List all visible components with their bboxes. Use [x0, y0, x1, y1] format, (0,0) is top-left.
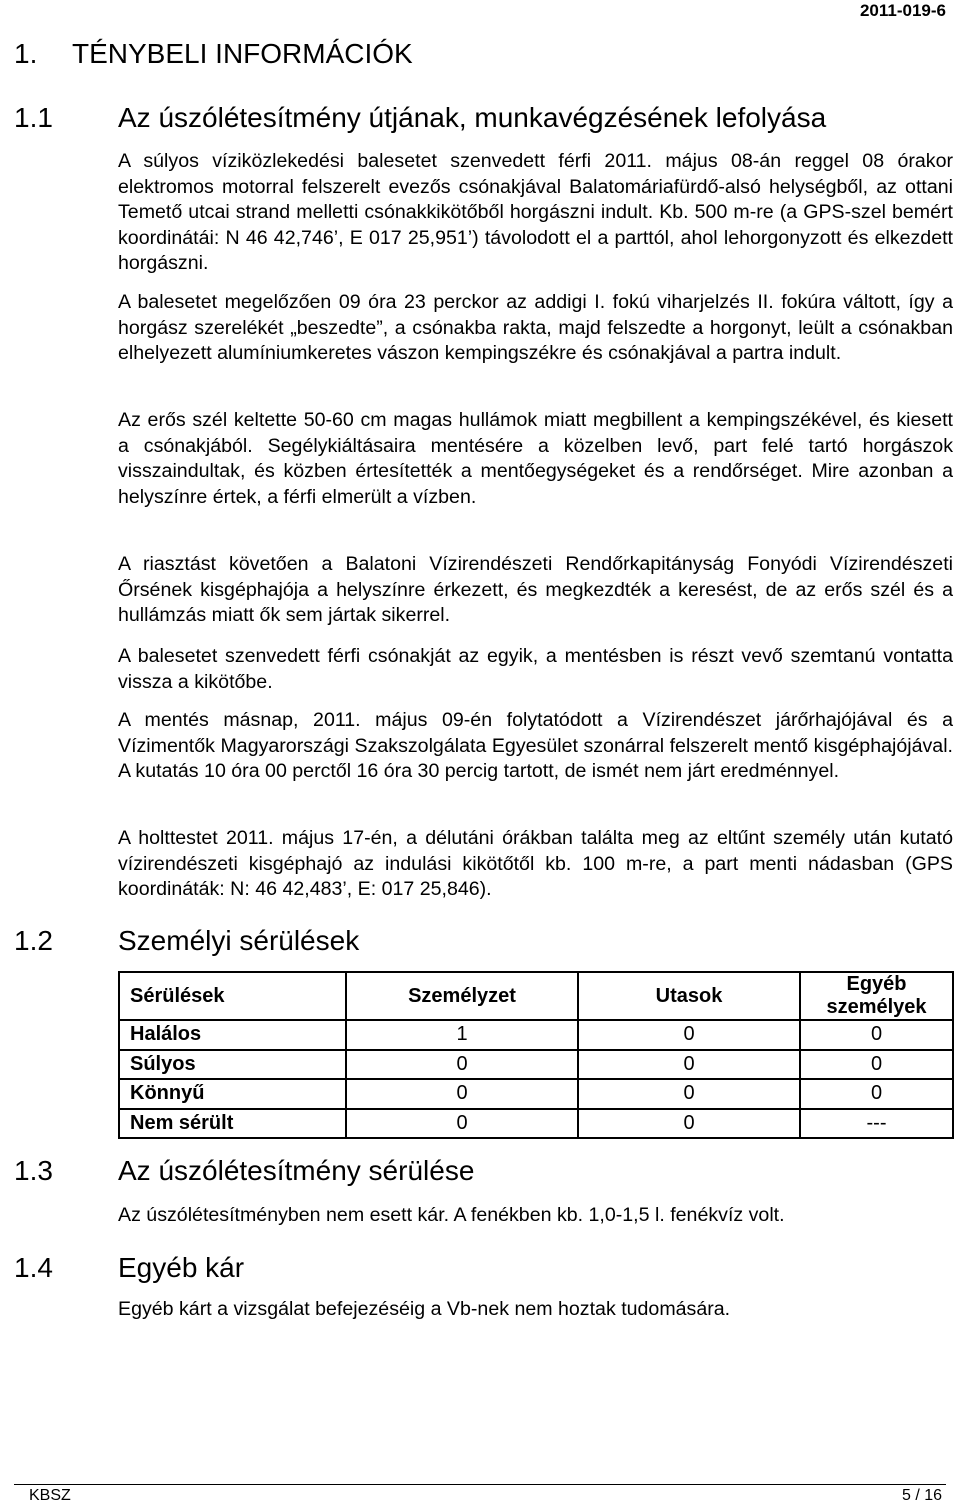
table-cell: Nem sérült [119, 1109, 346, 1139]
table-row [119, 1020, 953, 1050]
section-number: 1.4 [14, 1252, 53, 1283]
table-cell: Súlyos [119, 1050, 346, 1080]
table-cell: 1 [346, 1020, 578, 1050]
section-heading-1-1 [14, 102, 826, 134]
document-id: 2011-019-6 [859, 1, 946, 20]
paragraph-voyage-4: A riasztást követően a Balatoni Vízirendészeti Rendőrkapitányság Fonyódi Vízirendészeti Őrsének kisgéphajója a helyszínre érkezett, és megkezdték a keresést, de az erős szél és a hullámzás miatt ők sem jártak sikerrel. [118, 553, 953, 627]
table-cell: 0 [578, 1050, 800, 1080]
section-heading-1-4 [14, 1252, 244, 1284]
table-row [119, 1050, 953, 1080]
paragraph-voyage-2: A balesetet megelőzően 09 óra 23 perckor az addigi I. fokú viharjelzés II. fokúra váltott, így a horgász szerelékét „beszedte”, a csónakba rakta, majd felszedte a horgonyt, leült a csónakban elhelyezett alumíniumkeretes vászon kempingszékre és csónakjával a partra indult. [118, 291, 953, 365]
table-row [119, 1109, 953, 1139]
section-title: Egyéb kár [118, 1252, 245, 1283]
injuries-table [118, 971, 954, 1139]
paragraph-voyage-6: A mentés másnap, 2011. május 09-én folytatódott a Vízirendészet járőrhajójával és a Vízimentők Magyarországi Szakszolgálata Egyesület szonárral felszerelt mentő kisgéphajójával. A kutatás 10 óra 00 perctől 16 óra 30 percig tartott, de ismét nem járt eredménnyel. [118, 709, 953, 783]
footer-divider [14, 1484, 946, 1485]
table-cell: --- [800, 1109, 953, 1139]
paragraph-voyage-5: A balesetet szenvedett férfi csónakját az egyik, a mentésben is részt vevő szemtanú vontatta vissza a kikötőbe. [118, 645, 953, 693]
table-cell: 0 [346, 1050, 578, 1080]
paragraph-voyage-3: Az erős szél keltette 50-60 cm magas hullámok miatt megbillent a kempingszékével, és kiesett a csónakjából. Segélykiáltásaira mentésére a közelben levő, part felé tartó horgászok visszaindultak, és közben értesítették a mentőegységeket és a rendőrséget. Mire azonban a helyszínre értek, a férfi elmerült a vízben. [118, 409, 953, 508]
table-header-cell: Személyzet [346, 972, 578, 1020]
table-cell: 0 [800, 1050, 953, 1080]
table-cell: 0 [578, 1079, 800, 1109]
table-cell: Halálos [119, 1020, 346, 1050]
footer-organization: KBSZ [29, 1487, 71, 1504]
table-cell: Könnyű [119, 1079, 346, 1109]
section-title: TÉNYBELI INFORMÁCIÓK [72, 38, 413, 69]
section-heading-1-2 [14, 925, 359, 957]
table-cell: 0 [578, 1020, 800, 1050]
paragraph-vessel-damage: Az úszólétesítményben nem esett kár. A fenékben kb. 1,0-1,5 l. fenékvíz volt. [118, 1204, 785, 1226]
page-number: 5 / 16 [901, 1487, 942, 1504]
table-row [119, 1079, 953, 1109]
table-cell: 0 [800, 1020, 953, 1050]
table-header-cell: Sérülések [119, 972, 346, 1020]
paragraph-other-damage: Egyéb kárt a vizsgálat befejezéséig a Vb-nek nem hoztak tudomására. [118, 1298, 731, 1320]
table-header-row [119, 972, 953, 1020]
table-header-cell: Egyéb személyek [800, 972, 953, 1020]
section-title: Személyi sérülések [118, 925, 360, 956]
paragraph-voyage-1: A súlyos víziközlekedési balesetet szenvedett férfi 2011. május 08-án reggel 08 órakor elektromos motorral felszerelt evezős csónakjával Balatomáriafürdő-alsó helységből, az ottani Temető utcai strand melletti csónakkikötőből horgászni indult. Kb. 500 m-re (a GPS-szel bemért koordinátái: N 46 42,746’, E 017 25,951’) távolodott el a parttól, ahol lehorgonyzott és elkezdett horgászni. [118, 150, 953, 275]
table-cell: 0 [578, 1109, 800, 1139]
section-heading-1 [14, 38, 413, 70]
section-heading-1-3 [14, 1155, 474, 1187]
section-title: Az úszólétesítmény útjának, munkavégzésének lefolyása [118, 102, 827, 133]
table-cell: 0 [346, 1079, 578, 1109]
section-number: 1. [14, 38, 38, 69]
table-header-cell: Utasok [578, 972, 800, 1020]
paragraph-voyage-7: A holttestet 2011. május 17-én, a délutáni órákban találta meg az eltűnt személy után kutató vízirendészeti kisgéphajó az indulási kikötőtől kb. 100 m-re, a part menti nádasban (GPS koordináták: N: 46 42,483’, E: 017 25,846). [118, 827, 953, 901]
section-number: 1.3 [14, 1155, 53, 1186]
table-cell: 0 [346, 1109, 578, 1139]
table-cell: 0 [800, 1079, 953, 1109]
section-number: 1.1 [14, 102, 53, 133]
section-number: 1.2 [14, 925, 53, 956]
section-title: Az úszólétesítmény sérülése [118, 1155, 475, 1186]
